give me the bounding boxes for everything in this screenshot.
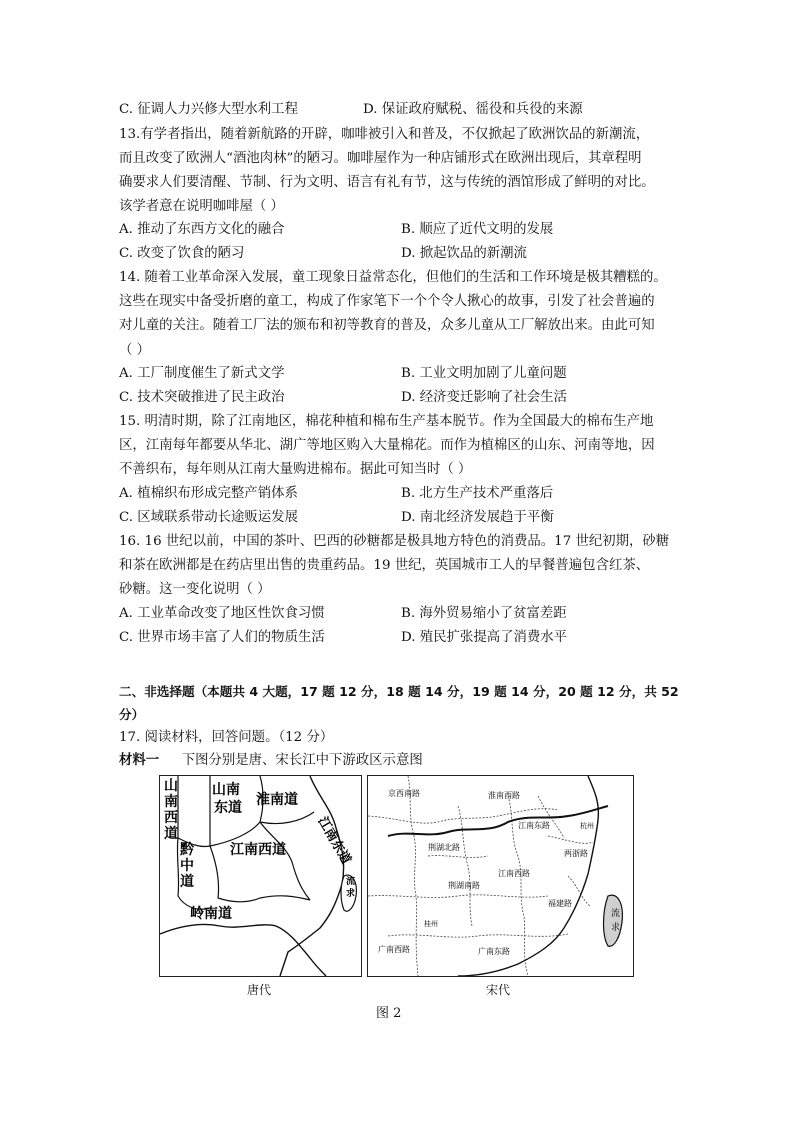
song-caption: 宋代 xyxy=(486,983,511,997)
tang-label-lingnan: 岭南道 xyxy=(190,906,232,922)
q16-option-d: D. 殖民扩张提高了消费水平 xyxy=(401,630,568,645)
song-label-hangzhou: 杭州 xyxy=(580,822,594,830)
q13-option-c: C. 改变了饮食的陋习 xyxy=(119,246,245,261)
q15-stem-line-2: 区，江南每年都要从华北、湖广等地区购入大量棉花。而作为植棉区的山东、河南等地，因 xyxy=(119,438,655,453)
q13-stem-line-2: 而且改变了欧洲人“酒池肉林”的陋习。咖啡屋作为一种店铺形式在欧洲出现后，其章程明 xyxy=(119,151,642,166)
song-label-jingxi: 京西南路 xyxy=(388,789,420,798)
song-map xyxy=(367,775,634,977)
tang-label-shannanxi-2: 南 xyxy=(164,794,178,810)
q16-stem-line-1: 16. 16 世纪以前，中国的茶叶、巴西的砂糖都是极具地方特色的消费品。17 世纪初期，砂糖 xyxy=(119,534,670,549)
q16-option-c: C. 世界市场丰富了人们的物质生活 xyxy=(119,630,325,645)
q15-stem-line-1: 15. 明清时期，除了江南地区，棉花种植和棉布生产基本脱节。作为全国最大的棉布生产地 xyxy=(119,414,654,429)
tang-label-qianzhong-3: 道 xyxy=(180,874,194,890)
q14-option-b: B. 工业文明加剧了儿童问题 xyxy=(401,366,567,381)
tang-label-jiangnandong: 江南东道 xyxy=(314,814,354,868)
figure-label: 图 2 xyxy=(376,1006,402,1021)
q14-stem-line-4: （ ） xyxy=(119,343,151,358)
q14-option-c: C. 技术突破推进了民主政治 xyxy=(119,390,285,405)
q15-option-b: B. 北方生产技术严重落后 xyxy=(401,486,554,501)
tang-label-qianzhong-2: 中 xyxy=(180,858,194,874)
material-text: 下图分别是唐、宋长江中下游政区示意图 xyxy=(181,753,423,768)
q15-option-d: D. 南北经济发展趋于平衡 xyxy=(401,510,554,525)
tang-label-shannandong-2: 东道 xyxy=(214,800,242,816)
q17-intro: 17. 阅读材料，回答问题。（12 分） xyxy=(119,730,334,745)
song-label-fujian: 福建路 xyxy=(548,899,572,908)
tang-label-liuqiu-2: 求 xyxy=(346,889,356,899)
tang-label-huainan: 淮南道 xyxy=(256,792,298,808)
q15-option-a: A. 植棉织布形成完整产销体系 xyxy=(119,486,298,501)
q14-stem-line-1: 14. 随着工业革命深入发展，童工现象日益常态化，但他们的生活和工作环境是极其糟糕的。 xyxy=(119,270,667,285)
tang-label-jiangnanxi: 江南西道 xyxy=(230,842,286,858)
q13-stem-line-3: 确要求人们要清醒、节制、行为文明、语言有礼有节，这与传统的酒馆形成了鲜明的对比。 xyxy=(119,175,655,190)
q13-stem-line-4: 该学者意在说明咖啡屋（ ） xyxy=(119,199,284,214)
song-label-jiangnandong: 江南东路 xyxy=(518,821,550,830)
q14-option-d: D. 经济变迁影响了社会生活 xyxy=(401,390,568,405)
q17-material-line xyxy=(119,750,423,772)
tang-label-shannanxi-3: 西 xyxy=(164,810,178,826)
material-label: 材料一 xyxy=(119,753,160,768)
tang-label-liuqiu-1: 流 xyxy=(346,877,356,887)
q16-stem-line-3: 砂糖。这一变化说明（ ） xyxy=(119,582,271,597)
q15-stem-line-3: 不善织布，每年则从江南大量购进棉布。据此可知当时（ ） xyxy=(119,462,472,477)
song-label-jiangnanxi: 江南西路 xyxy=(498,869,530,878)
tang-label-shannandong-1: 山南 xyxy=(212,782,240,798)
song-label-jinghubei: 荆湖北路 xyxy=(428,843,460,852)
section-2-heading-cont: 分） xyxy=(119,707,145,722)
q13-option-a: A. 推动了东西方文化的融合 xyxy=(119,222,285,237)
q14-stem-line-3: 对儿童的关注。随着工厂法的颁布和初等教育的普及，众多儿童从工厂解放出来。由此可知 xyxy=(119,318,655,333)
q16-option-a: A. 工业革命改变了地区性饮食习惯 xyxy=(119,606,325,621)
q16-stem-line-2: 和茶在欧洲都是在药店里出售的贵重药品。19 世纪，英国城市工人的早餐普遍包含红茶、 xyxy=(119,558,650,573)
song-label-guilin: 桂州 xyxy=(424,920,438,928)
section-2-heading: 二、非选择题（本题共 4 大题，17 题 12 分，18 题 14 分，19 题 14 分，20 题 12 分，共 52 xyxy=(119,684,679,699)
q14-option-a: A. 工厂制度催生了新式文学 xyxy=(119,366,285,381)
tang-label-qianzhong-1: 黔 xyxy=(180,842,194,858)
q12-option-c: C. 征调人力兴修大型水利工程 xyxy=(119,102,298,117)
q16-option-b: B. 海外贸易缩小了贫富差距 xyxy=(401,606,567,621)
tang-label-shannanxi-4: 道 xyxy=(164,826,178,842)
song-label-huainanxi: 淮南西路 xyxy=(488,791,520,800)
q15-option-c: C. 区域联系带动长途贩运发展 xyxy=(119,510,298,525)
song-label-liangzhe: 两浙路 xyxy=(564,849,588,858)
song-label-liuqiu-1: 流 xyxy=(611,909,621,919)
q13-option-d: D. 掀起饮品的新潮流 xyxy=(401,246,527,261)
song-label-guangnandong: 广南东路 xyxy=(478,947,510,956)
tang-label-shannanxi-1: 山 xyxy=(164,778,178,794)
q14-stem-line-2: 这些在现实中备受折磨的童工，构成了作家笔下一个个令人揪心的故事，引发了社会普遍的 xyxy=(119,294,655,309)
song-label-jinghunan: 荆湖南路 xyxy=(448,881,480,890)
song-label-liuqiu-2: 求 xyxy=(611,923,621,933)
q13-option-b: B. 顺应了近代文明的发展 xyxy=(401,222,554,237)
q13-stem-line-1: 13.有学者指出，随着新航路的开辟，咖啡被引入和普及，不仅掀起了欧洲饮品的新潮流， xyxy=(119,127,650,142)
q12-option-d: D. 保证政府赋税、徭役和兵役的来源 xyxy=(363,102,583,117)
tang-map xyxy=(159,775,362,977)
song-label-guangnanxi: 广南西路 xyxy=(378,945,410,954)
tang-caption: 唐代 xyxy=(247,983,272,997)
